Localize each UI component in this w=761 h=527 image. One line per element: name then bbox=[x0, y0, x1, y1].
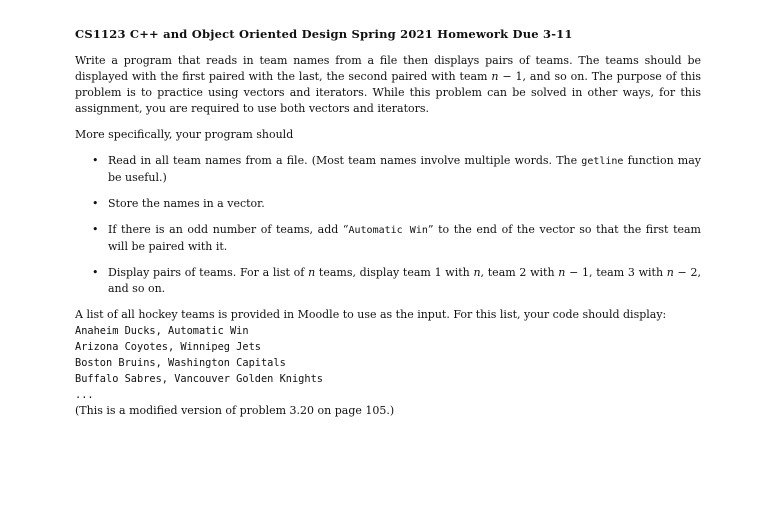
inline-code-automatic-win: Automatic Win bbox=[348, 225, 428, 236]
hockey-lead-paragraph: A list of all hockey teams is provided in Moodle to use as the input. For this list, your code should display: bbox=[75, 308, 667, 321]
output-line: Boston Bruins, Washington Capitals bbox=[75, 357, 286, 369]
output-line: Anaheim Ducks, Automatic Win bbox=[75, 325, 249, 337]
requirements-lead: More specifically, your program should bbox=[75, 128, 294, 141]
requirements-list bbox=[75, 153, 701, 297]
intro-paragraph: Write a program that reads in team names from a file then displays pairs of teams. The teams should be displayed with the first paired with the last, the second paired with team n − 1, and so on. The purpose of this problem is to practice using vectors and iterators. While this problem can be solved in other ways, for this assignment, you are required to use both vectors and iterators. bbox=[75, 54, 701, 115]
item-text: If there is an odd number of teams, add “ bbox=[108, 223, 349, 236]
bullet-icon: • bbox=[92, 266, 99, 279]
expected-output-block bbox=[75, 323, 701, 403]
list-item bbox=[75, 222, 701, 255]
bullet-icon: • bbox=[92, 154, 99, 167]
item-text: ” to the end of the vector so that the first team will be paired with it. bbox=[108, 223, 701, 253]
list-item bbox=[75, 265, 701, 297]
item-text: Display pairs of teams. For a list of n teams, display team 1 with n, team 2 with n − 1, team 3 with n − 2, and so on. bbox=[108, 266, 701, 295]
homework-page bbox=[75, 27, 701, 419]
inline-code-getline: getline bbox=[581, 156, 624, 167]
output-line-ellipsis: ... bbox=[75, 389, 94, 401]
list-item bbox=[75, 196, 701, 212]
item-text: function may be useful.) bbox=[108, 154, 701, 184]
list-item bbox=[75, 153, 701, 186]
source-note: (This is a modified version of problem 3.20 on page 105.) bbox=[75, 404, 395, 417]
bullet-icon: • bbox=[92, 197, 99, 210]
bullet-icon: • bbox=[92, 223, 99, 236]
output-line: Buffalo Sabres, Vancouver Golden Knights bbox=[75, 373, 323, 385]
item-text: Store the names in a vector. bbox=[108, 197, 265, 210]
page-title: CS1123 C++ and Object Oriented Design Spring 2021 Homework Due 3-11 bbox=[75, 27, 573, 41]
output-line: Arizona Coyotes, Winnipeg Jets bbox=[75, 341, 261, 353]
item-text: Read in all team names from a file. (Most team names involve multiple words. The bbox=[108, 154, 582, 167]
